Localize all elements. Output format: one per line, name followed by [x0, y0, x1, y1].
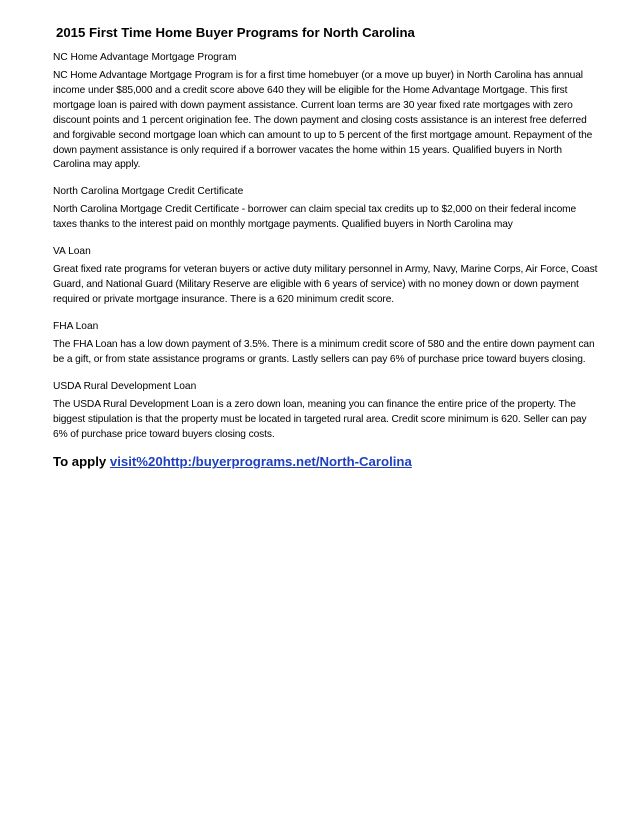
section-heading: North Carolina Mortgage Credit Certificate	[53, 186, 244, 198]
document-title: 2015 First Time Home Buyer Programs for North Carolina	[56, 25, 415, 40]
section-mortgage-credit-certificate	[53, 185, 598, 233]
section-body: North Carolina Mortgage Credit Certificate - borrower can claim special tax credits up to $2,000 on their federal income taxes thanks to the interest paid on monthly mortgage payments. Qualified buyers in North Carolina may	[53, 204, 577, 231]
section-heading: VA Loan	[53, 246, 91, 258]
apply-line	[53, 454, 598, 470]
section-usda-loan	[53, 380, 598, 443]
section-va-loan	[53, 245, 598, 308]
section-body: The USDA Rural Development Loan is a zero down loan, meaning you can finance the entire price of the property. The biggest stipulation is that the property must be located in targeted rural area. Credit score minimum is 620. Seller can pay 6% of purchase price toward buyers closing costs.	[53, 398, 587, 440]
section-body: Great fixed rate programs for veteran buyers or active duty military personnel in Army, Navy, Marine Corps, Air Force, Coast Guard, and National Guard (Military Reserve are eligible with 6 years of service) with no money down or down payment required or private mortgage insurance. There is a 620 minimum credit score.	[53, 264, 598, 305]
section-body: NC Home Advantage Mortgage Program is for a first time homebuyer (or a move up buyer) in North Carolina has annual income under $85,000 and a credit score above 640 they will be eligible for the Home Advantage Mortgage. This first mortgage loan is paired with down payment assistance. Current loan terms are 30 year fixed rate mortgages with zero discount points and 1 percent origination fee. The down payment and closing costs assistance is an interest free deferred and forgivable second mortgage loan which can amount to up to 5 percent of the first mortgage amount. Repayment of the down payment assistance is only required if a borrower vacates the home within 15 years. Qualified buyers in North Carolina may apply.	[53, 70, 593, 171]
section-heading: USDA Rural Development Loan	[53, 380, 197, 392]
section-body: The FHA Loan has a low down payment of 3.5%. There is a minimum credit score of 580 and the entire down payment can be a gift, or from state assistance programs or grants. Lastly sellers can pay 6% of purchase price toward buyers closing.	[53, 338, 595, 365]
section-fha-loan	[53, 320, 598, 368]
apply-link[interactable]: visit%20http:/buyerprograms.net/North-Carolina	[109, 454, 412, 470]
section-heading: NC Home Advantage Mortgage Program	[53, 52, 237, 63]
apply-prefix: To apply	[53, 454, 110, 470]
section-heading: FHA Loan	[53, 320, 99, 332]
section-nc-home-advantage	[53, 51, 598, 173]
document-page	[53, 25, 598, 470]
